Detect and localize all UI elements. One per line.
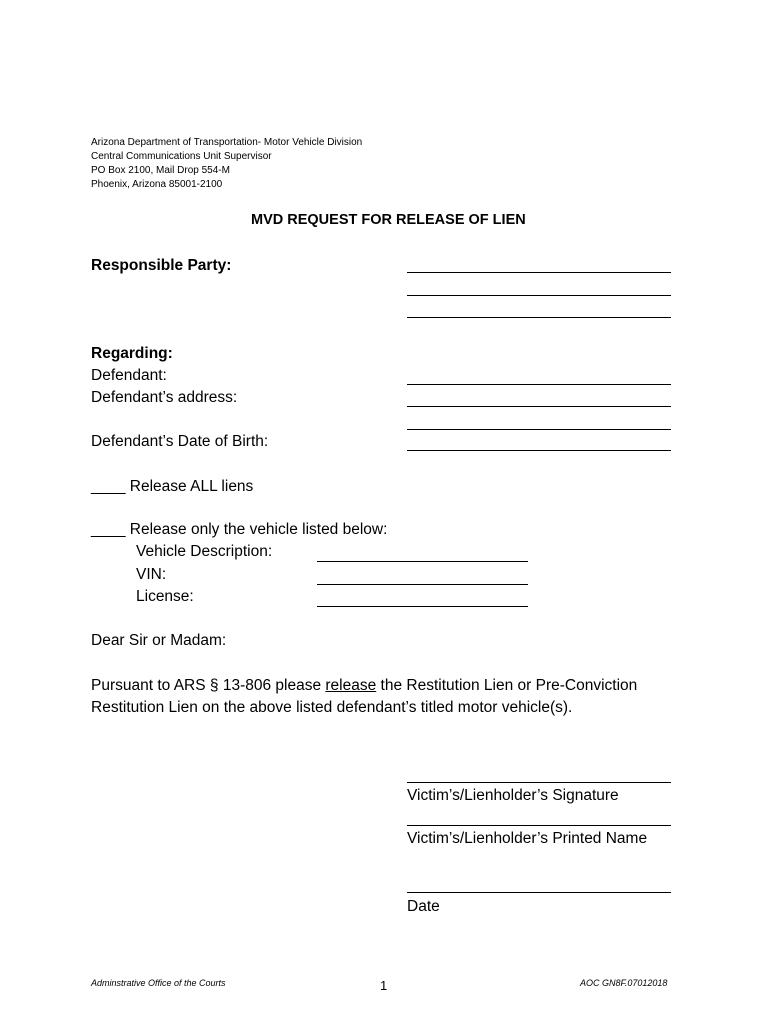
- document-title: MVD REQUEST FOR RELEASE OF LIEN: [251, 212, 526, 228]
- letter-body-prefix: Pursuant to ARS § 13-806 please: [91, 677, 326, 694]
- license-label: License:: [136, 588, 194, 605]
- defendant-dob-line[interactable]: [407, 450, 671, 451]
- defendant-address-label: Defendant’s address:: [91, 389, 238, 406]
- footer-office: Adminstrative Office of the Courts: [91, 978, 226, 988]
- release-vehicle-option[interactable]: [91, 521, 387, 539]
- release-all-checkbox-blank[interactable]: ____: [91, 478, 126, 495]
- vehicle-description-label: Vehicle Description:: [136, 543, 273, 560]
- responsible-party-line-1[interactable]: [407, 272, 671, 273]
- date-label: Date: [407, 898, 440, 915]
- responsible-party-line-3[interactable]: [407, 317, 671, 318]
- vin-label: VIN:: [136, 566, 167, 583]
- responsible-party-line-2[interactable]: [407, 295, 671, 296]
- release-vehicle-label: Release only the vehicle listed below:: [129, 521, 388, 538]
- defendant-label: Defendant:: [91, 367, 167, 384]
- letter-body-line-2: Restitution Lien on the above listed defendant’s titled motor vehicle(s).: [91, 699, 573, 716]
- signature-line[interactable]: [407, 782, 671, 783]
- date-line[interactable]: [407, 892, 671, 893]
- release-all-option[interactable]: [91, 478, 253, 496]
- signature-label: Victim’s/Lienholder’s Signature: [407, 787, 619, 804]
- responsible-party-label: Responsible Party:: [91, 257, 232, 274]
- license-line[interactable]: [317, 606, 528, 607]
- letter-body-line-1: [91, 677, 637, 695]
- release-all-label: Release ALL liens: [129, 478, 254, 495]
- defendant-address-line-1[interactable]: [407, 406, 671, 407]
- defendant-line[interactable]: [407, 384, 671, 385]
- address-line-1: Arizona Department of Transportation- Motor Vehicle Division: [91, 137, 363, 148]
- letter-body-emphasis: release: [325, 677, 377, 694]
- salutation: Dear Sir or Madam:: [91, 632, 227, 649]
- vehicle-description-line[interactable]: [317, 561, 528, 562]
- defendant-dob-label: Defendant’s Date of Birth:: [91, 433, 269, 450]
- address-line-2: Central Communications Unit Supervisor: [91, 151, 272, 162]
- release-vehicle-checkbox-blank[interactable]: ____: [91, 521, 126, 538]
- address-line-3: PO Box 2100, Mail Drop 554-M: [91, 165, 230, 176]
- vin-line[interactable]: [317, 584, 528, 585]
- address-line-4: Phoenix, Arizona 85001-2100: [91, 179, 223, 190]
- printed-name-line[interactable]: [407, 825, 671, 826]
- page-number: 1: [380, 978, 388, 993]
- letter-body-suffix: the Restitution Lien or Pre-Conviction: [376, 677, 638, 694]
- footer-form-code: AOC GN8F.07012018: [580, 978, 668, 988]
- defendant-address-line-2[interactable]: [407, 429, 671, 430]
- printed-name-label: Victim’s/Lienholder’s Printed Name: [407, 830, 648, 847]
- regarding-heading: Regarding:: [91, 345, 173, 362]
